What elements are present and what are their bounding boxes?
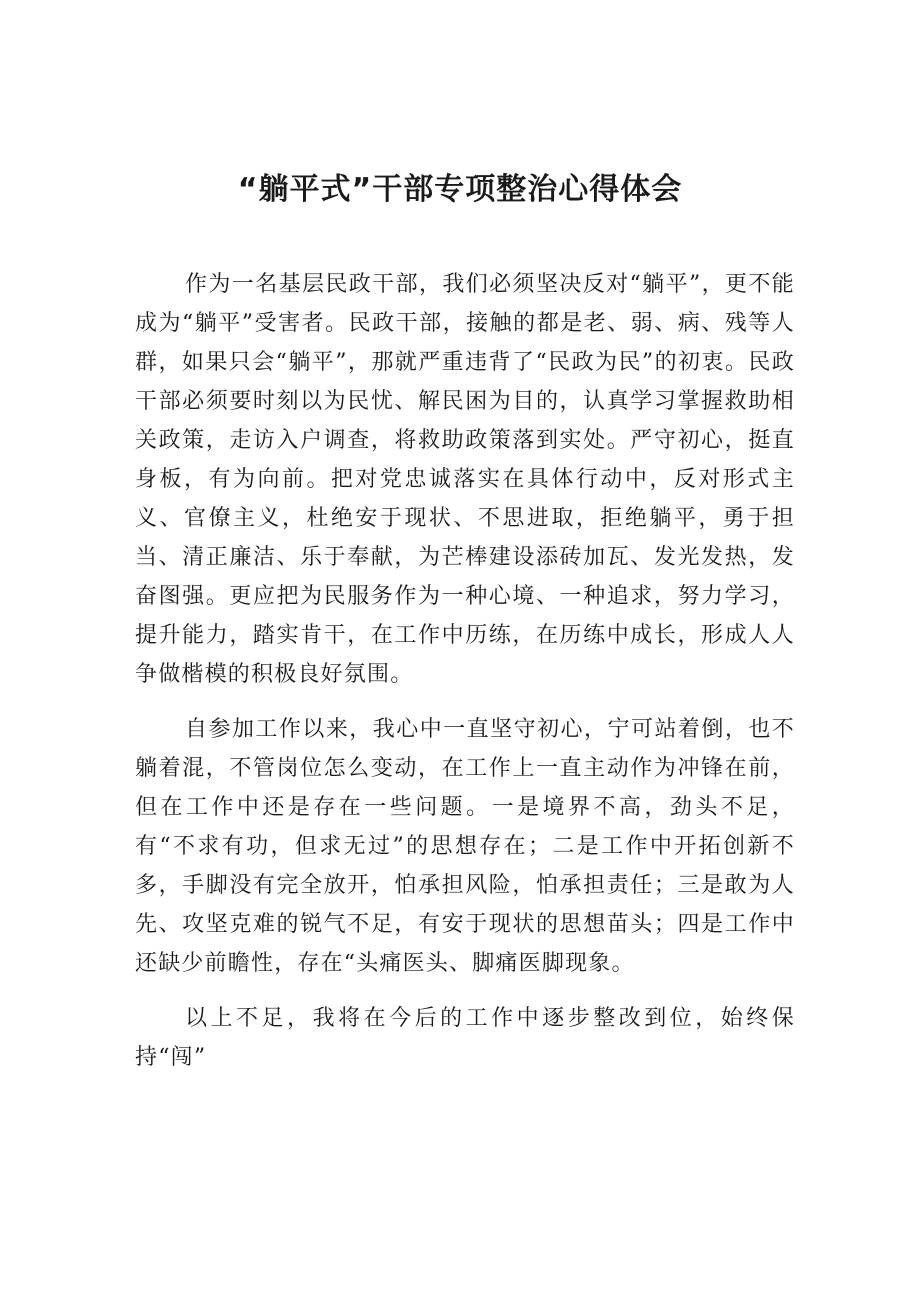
paragraph-3: 以上不足，我将在今后的工作中逐步整改到位，始终保持“闯” xyxy=(135,1006,795,1070)
paragraph-1: 作为一名基层民政干部，我们必须坚决反对“躺平”，更不能成为“躺平”受害者。民政干部，接触的都是老、弱、病、残等人群，如果只会“躺平”，那就严重违背了“民政为民”的初衷。民政干部必须要时刻以为民忧、解民困为目的，认真学习掌握救助相关政策，走访入户调查，将救助政策落到实处。严守初心，挺直身板，有为向前。把对党忠诚落实在具体行动中，反对形式主义、官僚主义，杜绝安于现状、不思进取，拒绝躺平，勇于担当、清正廉洁、乐于奉献，为芒棒建设添砖加瓦、发光发热，发奋图强。更应把为民服务作为一种心境、一种追求，努力学习，提升能力，踏实肯干，在工作中历练，在历练中成长，形成人人争做楷模的积极良好氛围。 xyxy=(135,272,795,687)
document-title: “躺平式”干部专项整治心得体会 xyxy=(237,172,683,207)
document-body xyxy=(135,265,795,1093)
paragraph-2: 自参加工作以来，我心中一直坚守初心，宁可站着倒，也不躺着混，不管岗位怎么变动，在工作上一直主动作为冲锋在前，但在工作中还是存在一些问题。一是境界不高，劲头不足，有“不求有功，但求无过”的思想存在；二是工作中开拓创新不多，手脚没有完全放开，怕承担风险，怕承担责任；三是敢为人先、攻坚克难的锐气不足，有安于现状的思想苗头；四是工作中还缺少前瞻性，存在“头痛医头、脚痛医脚现象。 xyxy=(135,717,795,976)
